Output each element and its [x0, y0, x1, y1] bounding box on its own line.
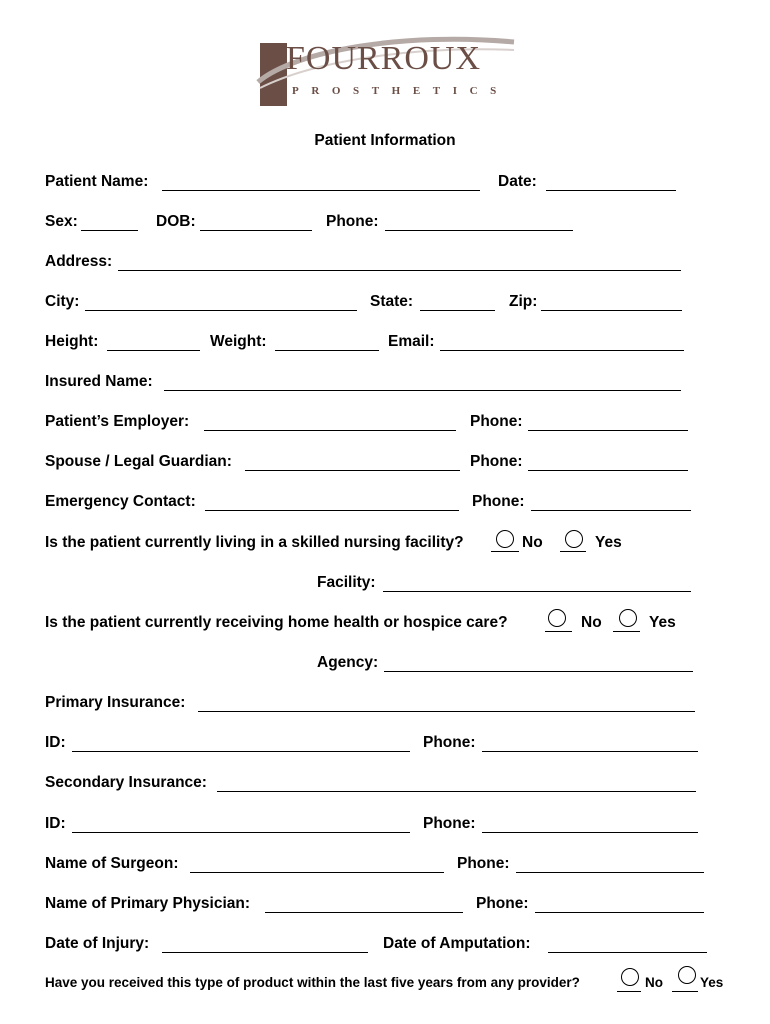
row-secondary-id [0, 813, 770, 835]
secondary-id-field[interactable] [72, 832, 410, 833]
employer-phone-label: Phone: [470, 413, 523, 430]
date-of-amputation-label: Date of Amputation: [383, 935, 531, 952]
row-facility [0, 572, 770, 594]
emergency-label: Emergency Contact: [45, 493, 196, 510]
home-yes-line [613, 631, 640, 632]
facility-label: Facility: [317, 574, 376, 591]
physician-field[interactable] [265, 912, 463, 913]
employer-label: Patient’s Employer: [45, 413, 190, 430]
prior-yes-radio[interactable] [678, 966, 696, 984]
company-logo [256, 30, 518, 108]
nursing-no-line [491, 551, 519, 552]
row-prior-product-question [0, 972, 770, 994]
date-field[interactable] [546, 190, 676, 191]
physician-phone-label: Phone: [476, 895, 529, 912]
guardian-field[interactable] [245, 470, 460, 471]
prior-no-line [617, 991, 641, 992]
row-emergency [0, 491, 770, 513]
row-nursing-facility-question [0, 532, 770, 554]
home-yes-label: Yes [649, 614, 676, 631]
emergency-phone-label: Phone: [472, 493, 525, 510]
primary-insurance-label: Primary Insurance: [45, 694, 186, 711]
home-no-line [545, 631, 572, 632]
state-label: State: [370, 293, 414, 310]
nursing-no-label: No [522, 534, 543, 551]
agency-field[interactable] [384, 671, 693, 672]
surgeon-phone-field[interactable] [516, 872, 704, 873]
emergency-field[interactable] [205, 510, 459, 511]
row-secondary-insurance [0, 772, 770, 794]
phone-field[interactable] [385, 230, 573, 231]
height-label: Height: [45, 333, 99, 350]
nursing-yes-radio[interactable] [565, 530, 583, 548]
phone-label: Phone: [326, 213, 379, 230]
prior-no-radio[interactable] [621, 968, 639, 986]
guardian-phone-field[interactable] [528, 470, 688, 471]
patient-name-label: Patient Name: [45, 173, 149, 190]
logo-tagline: PROSTHETICS [292, 85, 509, 97]
sex-label: Sex: [45, 213, 78, 230]
date-of-injury-field[interactable] [162, 952, 368, 953]
physician-phone-field[interactable] [535, 912, 704, 913]
nursing-no-radio[interactable] [496, 530, 514, 548]
guardian-phone-label: Phone: [470, 453, 523, 470]
email-label: Email: [388, 333, 435, 350]
sex-field[interactable] [81, 230, 138, 231]
patient-name-field[interactable] [162, 190, 480, 191]
city-field[interactable] [85, 310, 357, 311]
address-label: Address: [45, 253, 113, 270]
surgeon-phone-label: Phone: [457, 855, 510, 872]
home-no-radio[interactable] [548, 609, 566, 627]
physician-label: Name of Primary Physician: [45, 895, 251, 912]
agency-label: Agency: [317, 654, 379, 671]
row-injury-amputation [0, 933, 770, 955]
row-guardian [0, 451, 770, 473]
surgeon-label: Name of Surgeon: [45, 855, 179, 872]
state-field[interactable] [420, 310, 495, 311]
insured-name-field[interactable] [164, 390, 681, 391]
employer-phone-field[interactable] [528, 430, 688, 431]
employer-field[interactable] [204, 430, 456, 431]
zip-label: Zip: [509, 293, 538, 310]
row-surgeon [0, 853, 770, 875]
date-of-injury-label: Date of Injury: [45, 935, 150, 952]
secondary-id-label: ID: [45, 815, 66, 832]
row-employer [0, 411, 770, 433]
surgeon-field[interactable] [190, 872, 444, 873]
primary-id-phone-label: Phone: [423, 734, 476, 751]
row-home-health-question [0, 612, 770, 634]
primary-id-phone-field[interactable] [482, 751, 698, 752]
nursing-yes-line [560, 551, 586, 552]
row-city-state-zip [0, 291, 770, 313]
city-label: City: [45, 293, 80, 310]
row-insured-name [0, 371, 770, 393]
home-no-label: No [581, 614, 602, 631]
date-label: Date: [498, 173, 537, 190]
row-agency [0, 652, 770, 674]
secondary-id-phone-field[interactable] [482, 832, 698, 833]
date-of-amputation-field[interactable] [548, 952, 707, 953]
insured-name-label: Insured Name: [45, 373, 153, 390]
row-primary-id [0, 732, 770, 754]
primary-insurance-field[interactable] [198, 711, 695, 712]
secondary-id-phone-label: Phone: [423, 815, 476, 832]
home-health-question: Is the patient currently receiving home health or hospice care? [45, 614, 508, 631]
primary-id-label: ID: [45, 734, 66, 751]
zip-field[interactable] [541, 310, 682, 311]
facility-field[interactable] [383, 591, 691, 592]
row-primary-insurance [0, 692, 770, 714]
nursing-facility-question: Is the patient currently living in a skilled nursing facility? [45, 534, 464, 551]
prior-product-question: Have you received this type of product within the last five years from any provider? [45, 975, 580, 990]
primary-id-field[interactable] [72, 751, 410, 752]
dob-label: DOB: [156, 213, 196, 230]
form-title: Patient Information [314, 132, 456, 149]
prior-yes-line [672, 991, 698, 992]
emergency-phone-field[interactable] [531, 510, 691, 511]
nursing-yes-label: Yes [595, 534, 622, 551]
guardian-label: Spouse / Legal Guardian: [45, 453, 232, 470]
email-field[interactable] [440, 350, 684, 351]
height-field[interactable] [107, 350, 200, 351]
logo-name: FOURROUX [286, 40, 482, 77]
weight-label: Weight: [210, 333, 267, 350]
row-patient-name [0, 171, 770, 193]
row-address [0, 251, 770, 273]
dob-field[interactable] [200, 230, 312, 231]
prior-no-label: No [645, 975, 663, 990]
row-physician [0, 893, 770, 915]
row-sex-dob-phone [0, 211, 770, 233]
secondary-insurance-label: Secondary Insurance: [45, 774, 207, 791]
secondary-insurance-field[interactable] [217, 791, 696, 792]
prior-yes-label: Yes [700, 975, 724, 990]
home-yes-radio[interactable] [619, 609, 637, 627]
weight-field[interactable] [275, 350, 379, 351]
row-height-weight-email [0, 331, 770, 353]
address-field[interactable] [118, 270, 681, 271]
